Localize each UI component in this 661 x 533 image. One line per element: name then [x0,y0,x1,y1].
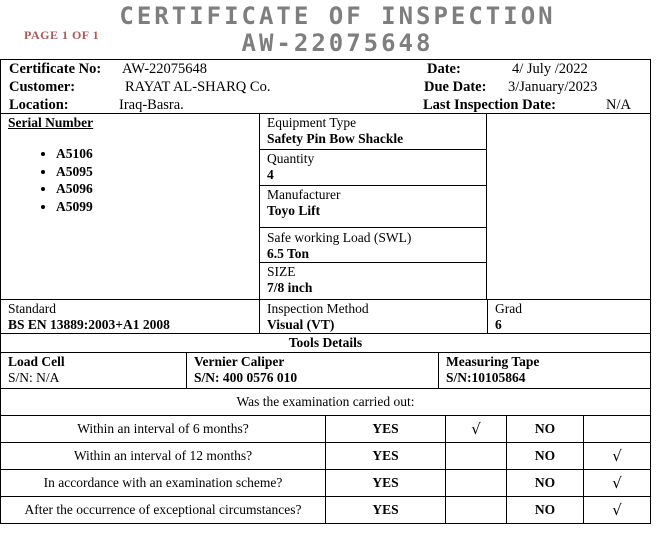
swl-value: 6.5 Ton [267,246,310,261]
exam-row-text: After the occurrence of exceptional circumstances? [0,496,326,524]
inspection-method-value: Visual (VT) [267,317,335,332]
cert-no-value: AW-22075648 [122,61,208,77]
exam-no-label: NO [506,469,584,497]
exam-question: Was the examination carried out: [0,388,651,416]
last-inspection-value: N/A [606,97,631,113]
quantity-cell [259,149,487,186]
swl-label: Safe working Load (SWL) [267,230,412,245]
exam-no-check [583,415,651,443]
serial-number-label: Serial Number [8,115,94,130]
exam-row-text: Within an interval of 12 months? [0,442,326,470]
tool-name: Vernier Caliper [194,354,285,369]
exam-row-text: In accordance with an examination scheme? [0,469,326,497]
serial-number-item: • A5106 [56,145,252,163]
equipment-type-label: Equipment Type [267,115,357,130]
quantity-value: 4 [267,167,274,182]
due-date-value: 3/January/2023 [508,79,598,95]
standard-value: BS EN 13889:2003+A1 2008 [8,317,170,332]
grade-value: 6 [495,317,502,332]
standard-label: Standard [8,301,56,316]
exam-no-check: √ [583,469,651,497]
manufacturer-label: Manufacturer [267,187,341,202]
date-label: Date: [427,61,461,77]
exam-yes-check [445,469,507,497]
tool-name: Measuring Tape [446,354,540,369]
exam-no-label: NO [506,415,584,443]
exam-no-label: NO [506,442,584,470]
equipment-type-cell [259,113,487,150]
customer-value: RAYAT AL-SHARQ Co. [125,79,271,95]
tool-measuring-tape [438,352,651,389]
customer-label: Customer: [9,79,76,95]
inspection-method-cell [259,299,488,334]
location-value: Iraq-Basra. [119,97,184,113]
exam-yes-check: √ [445,415,507,443]
tool-serial: S/N: 400 0576 010 [194,370,298,385]
grade-cell [487,299,651,334]
swl-cell [259,227,487,263]
serial-number-item: • A5096 [56,180,252,198]
tool-name: Load Cell [8,354,65,369]
size-value: 7/8 inch [267,280,313,295]
last-inspection-label: Last Inspection Date: [423,97,556,113]
exam-yes-label: YES [325,496,446,524]
serial-number-cell [0,113,260,300]
manufacturer-cell [259,185,487,228]
page-number-label: PAGE 1 OF 1 [24,28,100,42]
exam-yes-label: YES [325,442,446,470]
blank-cell [486,113,651,300]
tools-details-title: Tools Details [0,333,651,353]
manufacturer-value: Toyo Lift [267,203,321,218]
serial-number-list [8,145,252,215]
exam-yes-check [445,496,507,524]
exam-yes-label: YES [325,415,446,443]
location-label: Location: [9,97,69,113]
exam-yes-check [445,442,507,470]
tool-serial: S/N: N/A [8,370,60,385]
certificate-code: AW-22075648 [241,29,434,57]
tool-load-cell [0,352,187,389]
cert-no-label: Certificate No: [9,61,102,77]
size-cell [259,262,487,300]
quantity-label: Quantity [267,151,315,166]
tool-vernier-caliper [186,352,439,389]
due-date-label: Due Date: [424,79,487,95]
exam-yes-label: YES [325,469,446,497]
certificate-header [0,59,651,113]
exam-no-label: NO [506,496,584,524]
inspection-method-label: Inspection Method [267,301,369,316]
grade-label: Grad [495,301,522,316]
certificate-title: CERTIFICATE OF INSPECTION [119,2,556,30]
size-label: SIZE [267,264,296,279]
equipment-type-value: Safety Pin Bow Shackle [267,131,404,146]
tool-serial: S/N:10105864 [446,370,526,385]
standard-cell [0,299,260,334]
exam-no-check: √ [583,442,651,470]
exam-row-text: Within an interval of 6 months? [0,415,326,443]
serial-number-item: • A5095 [56,163,252,181]
exam-no-check: √ [583,496,651,524]
date-value: 4/ July /2022 [512,61,588,77]
serial-number-item: • A5099 [56,198,252,216]
